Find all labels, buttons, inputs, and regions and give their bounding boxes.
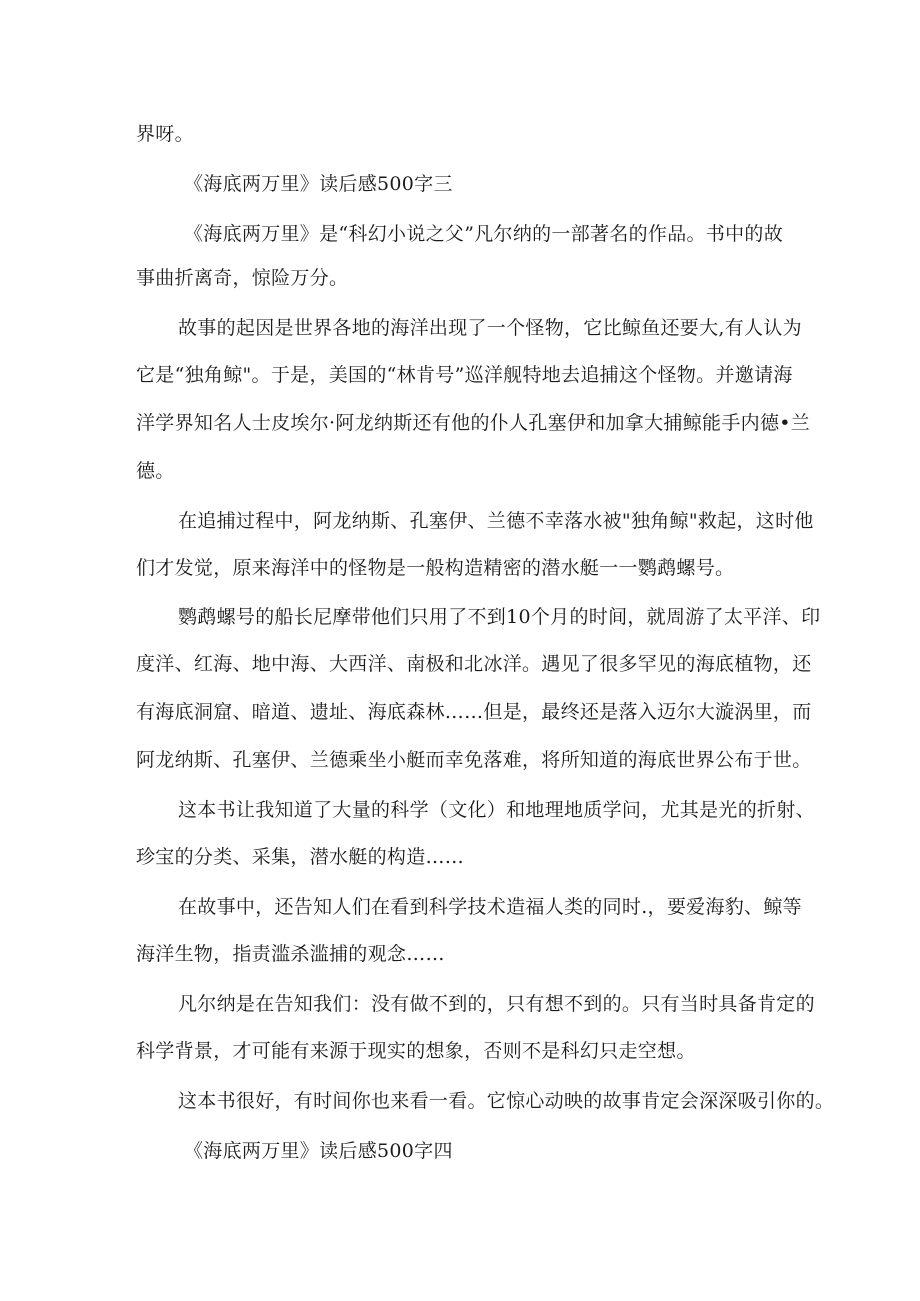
p2-line1: 故事的起因是世界各地的海洋出现了一个怪物，它比鲸鱼还要大,有人认为 [178, 317, 802, 339]
p3-line1: 在追捕过程中，阿龙纳斯、孔塞伊、兰德不幸落水被"独角鲸"救起，这时他 [178, 510, 814, 532]
section4-heading: 《海底两万里》读后感500字四 [184, 1140, 453, 1162]
top-fragment: 界呀。 [136, 123, 194, 145]
p4-line4: 阿龙纳斯、孔塞伊、兰德乘坐小艇而幸免落难，将所知道的海底世界公布于世。 [136, 749, 812, 771]
p4-line2: 度洋、红海、地中海、大西洋、南极和北冰洋。遇见了很多罕见的海底植物，还 [136, 653, 812, 675]
p6-line2: 海洋生物，指责滥杀滥捕的观念…… [136, 943, 445, 965]
p2-line4: 德。 [136, 460, 175, 482]
p5-line2: 珍宝的分类、采集，潜水艇的构造…… [136, 846, 465, 868]
p1-line2: 事曲折离奇，惊险万分。 [136, 267, 349, 289]
p5-line1: 这本书让我知道了大量的科学（文化）和地理地质学问，尤其是光的折射、 [178, 799, 815, 821]
p7-line2: 科学背景，才可能有来源于现实的想象，否则不是科幻只走空想。 [136, 1040, 696, 1062]
p4-line3: 有海底洞窟、暗道、遗址、海底森林……但是，最终还是落入迈尔大漩涡里，而 [136, 701, 812, 723]
p4-line1: 鹦鹉螺号的船长尼摩带他们只用了不到10个月的时间，就周游了太平洋、印 [178, 606, 821, 628]
p8-line1: 这本书很好，有时间你也来看一看。它惊心动映的故事肯定会深深吸引你的。 [178, 1090, 835, 1112]
p6-line1: 在故事中，还告知人们在看到科学技术造福人类的同时.，要爱海豹、鲸等 [178, 896, 802, 918]
p7-line1: 凡尔纳是在告知我们：没有做不到的，只有想不到的。只有当时具备肯定的 [178, 993, 815, 1015]
p3-line2: 们才发觉，原来海洋中的怪物是一般构造精密的潜水艇一一鹦鹉螺号。 [136, 557, 735, 579]
p1-line1: 《海底两万里》是“科幻小说之父”凡尔纳的一部著名的作品。书中的故 [184, 223, 784, 245]
p2-line3: 洋学界知名人士皮埃尔·阿龙纳斯还有他的仆人孔塞伊和加拿大捕鲸能手内德•兰 [136, 412, 811, 434]
section3-heading: 《海底两万里》读后感500字三 [184, 173, 453, 195]
p2-line2: 它是“独角鲸"。于是，美国的“林肯号”巡洋舰特地去追捕这个怪物。并邀请海 [136, 364, 793, 386]
